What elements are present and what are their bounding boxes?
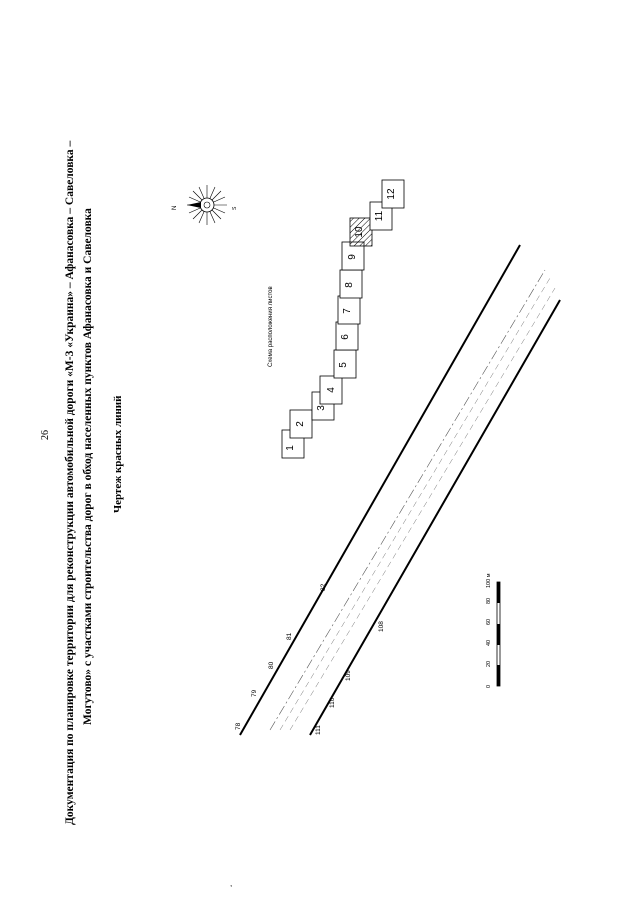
red-line-points-lower — [315, 621, 385, 735]
sheet-number: 12 — [386, 188, 397, 200]
sheet-number: 7 — [342, 308, 353, 314]
scale-bar — [486, 573, 500, 688]
sheet-box-12 — [382, 180, 404, 208]
footer-mark: , — [230, 879, 233, 888]
sheet-box-4 — [320, 376, 342, 404]
point-label: 109 — [345, 670, 352, 681]
compass-south-label: S — [232, 206, 238, 210]
scale-tick-label: 80 — [486, 597, 492, 604]
sheet-box-8 — [340, 270, 362, 298]
scale-tick-label: 40 — [486, 639, 492, 646]
scale-tick-label: 100 м — [486, 573, 492, 588]
point-label: 81 — [286, 632, 293, 640]
drawing-title: Чертеж красных линий — [112, 395, 124, 513]
sheet-number: 8 — [344, 282, 355, 288]
sheet-box-2 — [290, 410, 312, 438]
sheet-box-6 — [336, 322, 358, 350]
page-number: 26 — [40, 430, 51, 440]
axis-line — [270, 270, 545, 730]
edge-line — [290, 288, 555, 730]
sheet-number: 10 — [354, 226, 365, 238]
compass-north-label: N — [172, 205, 178, 210]
sheet-number: 4 — [326, 387, 337, 393]
point-label: 110 — [329, 697, 336, 708]
point-label: 79 — [251, 689, 258, 697]
scale-tick-label: 20 — [486, 660, 492, 667]
point-label: 108 — [378, 621, 385, 632]
sheet-number: 11 — [374, 210, 385, 222]
sheet-box-10-current — [350, 218, 372, 246]
sheet-number: 5 — [338, 362, 349, 368]
compass-rose-icon — [187, 185, 227, 225]
sheet-box-5 — [334, 350, 356, 378]
edge-line — [280, 278, 550, 730]
document-title-line-1: Документация по планировке территории для реконструкции автомобильной дороги «М-3 «Украина» – Афанасовка – Савеловка – — [64, 140, 76, 825]
sheet-scheme-label: Схема расположения листов — [268, 286, 274, 367]
red-line-upper — [240, 245, 520, 735]
sheet-number: 1 — [285, 445, 296, 451]
sheet-number: 9 — [347, 254, 358, 260]
sheet-number: 3 — [316, 405, 327, 411]
point-label: 111 — [315, 725, 322, 735]
sheet-box-7 — [338, 296, 360, 324]
point-label: 80 — [268, 661, 275, 669]
scale-tick-label: 0 — [486, 684, 492, 688]
point-label: 82 — [320, 583, 327, 591]
sheet-scheme — [282, 180, 404, 458]
sheet-number: 2 — [295, 421, 306, 427]
sheet-number: 6 — [340, 334, 351, 340]
document-title-line-2: Могутово» с участками строительства дорог в обход населенных пунктов Афанасовка и Савеловка — [82, 208, 94, 725]
point-label: 78 — [235, 722, 242, 730]
scale-tick-label: 60 — [486, 618, 492, 625]
road-corridor — [240, 245, 560, 735]
